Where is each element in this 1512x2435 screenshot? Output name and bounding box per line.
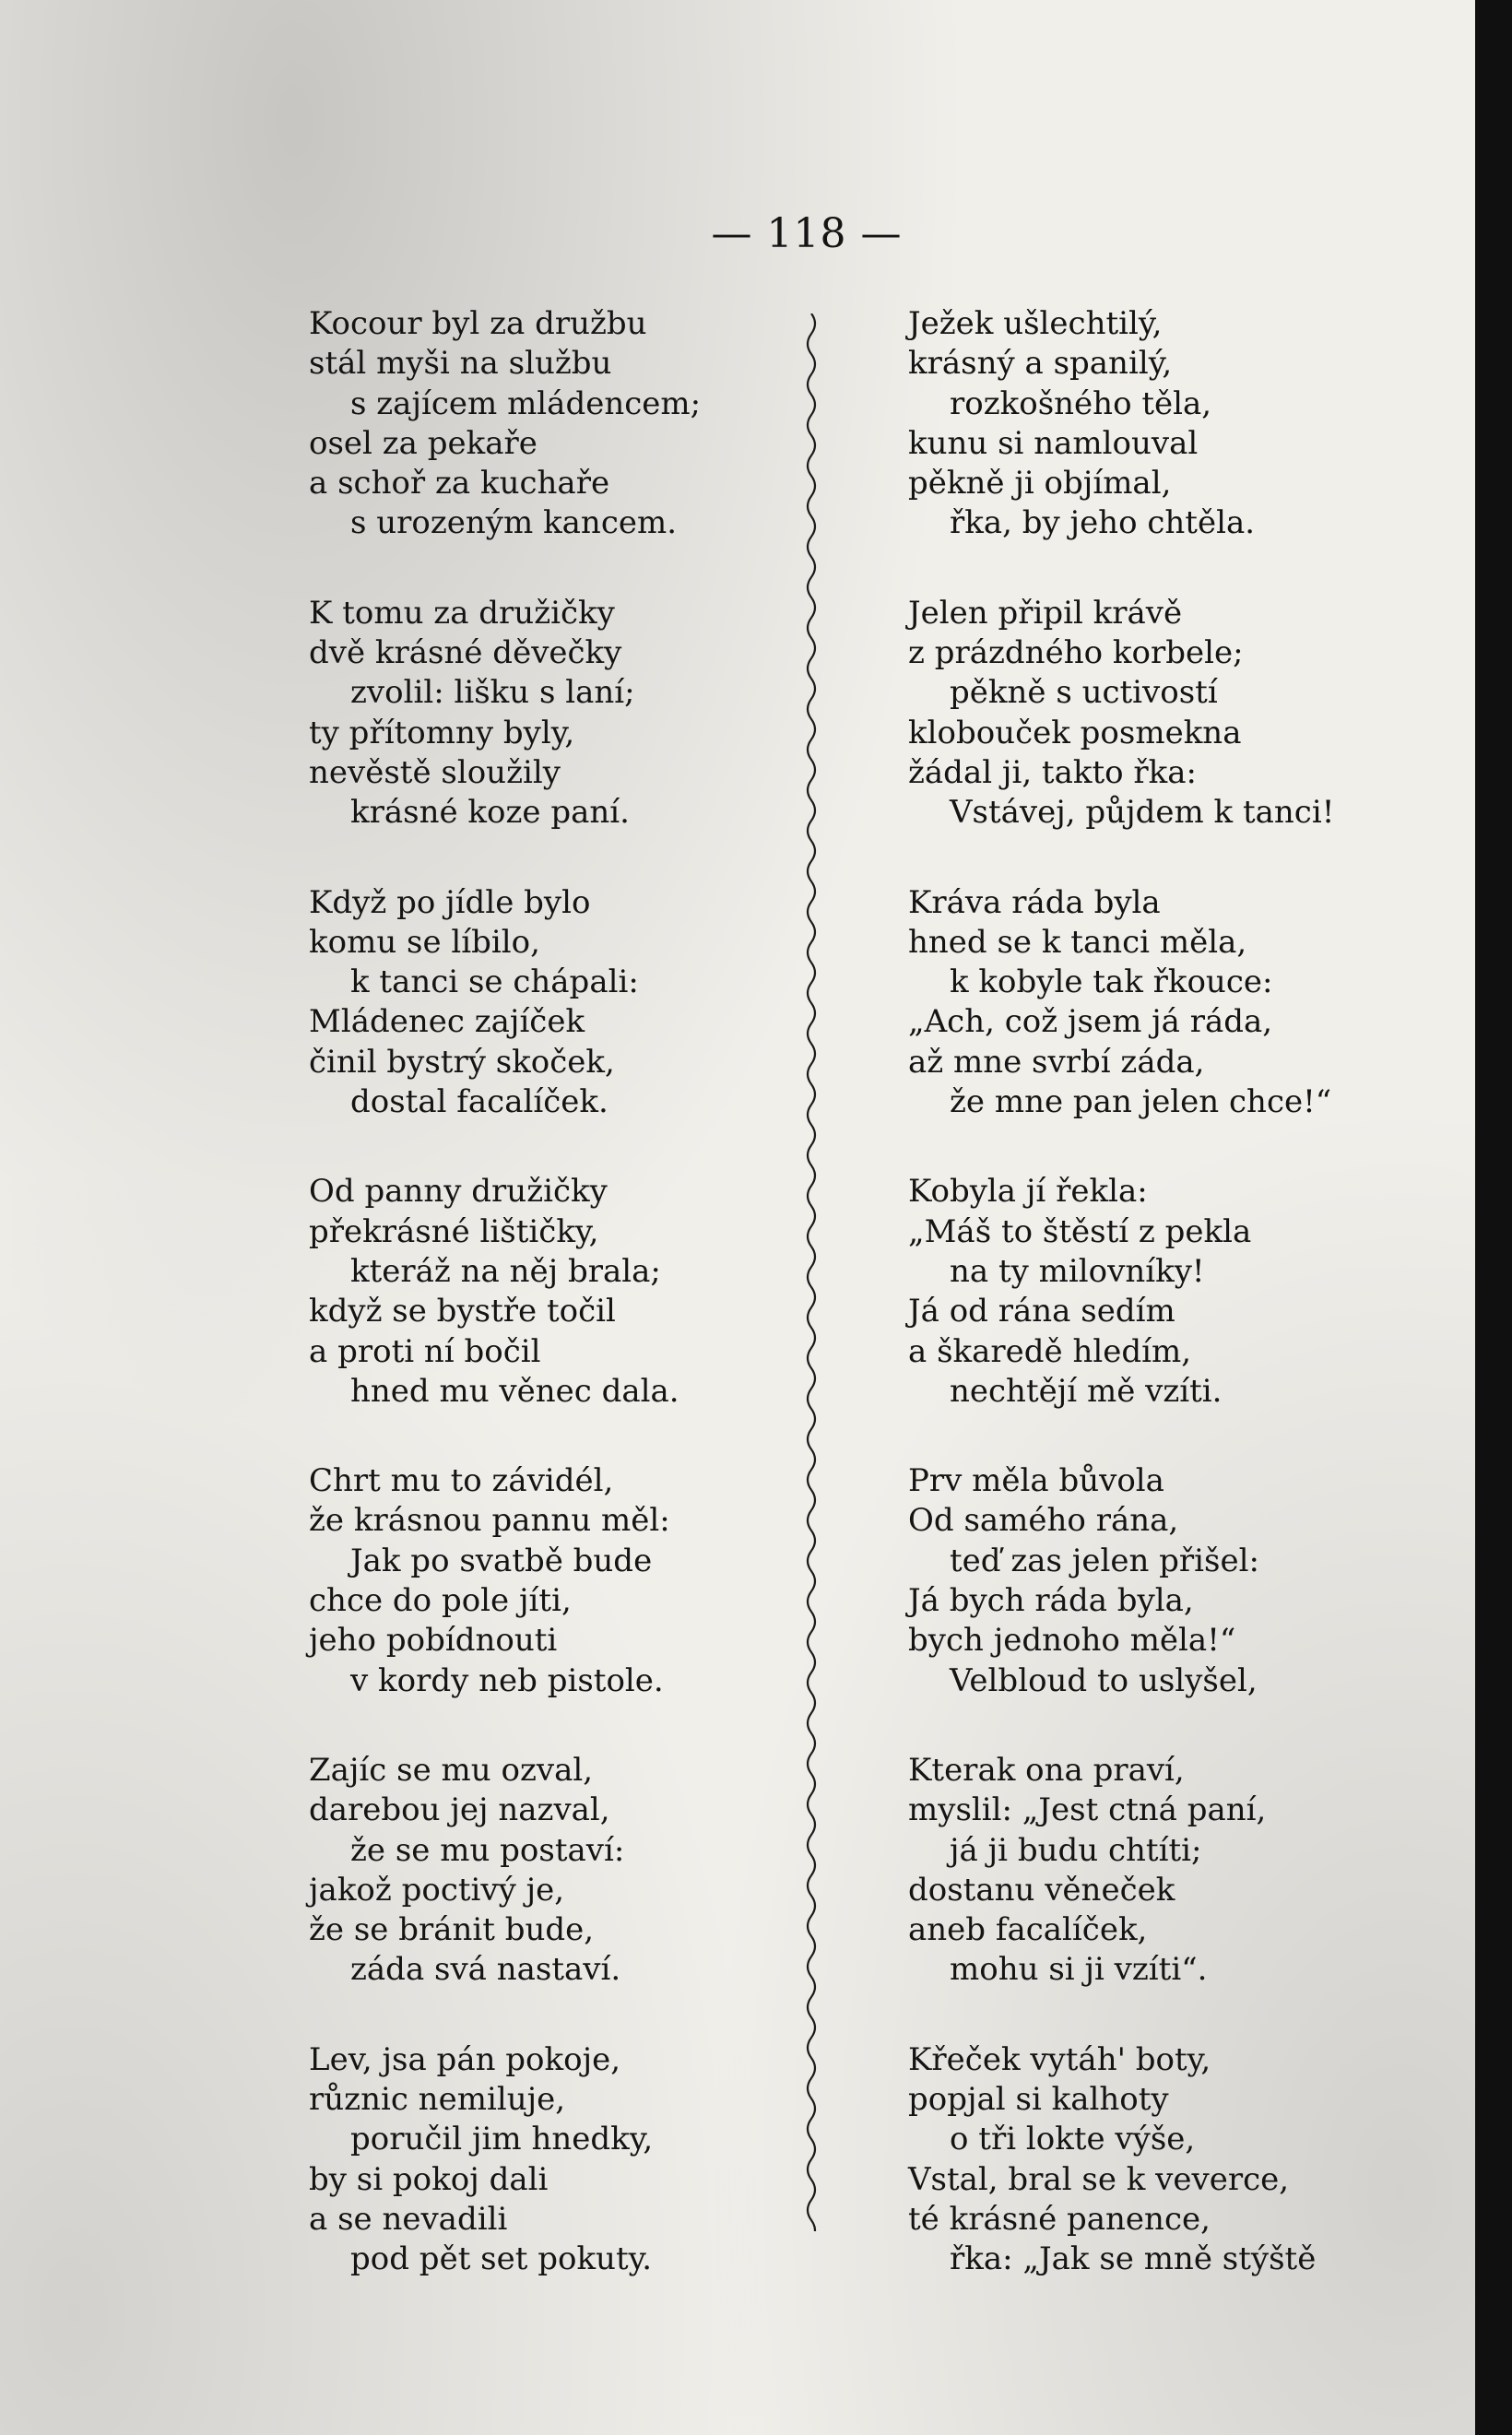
verse-line: pěkně ji objímal, — [908, 465, 1172, 502]
verse-line: v kordy neb pistole. — [350, 1661, 664, 1699]
stanza — [309, 304, 825, 544]
verse-line: osel za pekaře — [309, 424, 537, 462]
verse-line: chce do pole jíti, — [309, 1582, 572, 1620]
verse-line: Od samého rána, — [908, 1502, 1179, 1540]
verse-line: K tomu za družičky — [309, 594, 615, 632]
verse-line: že se bránit bude, — [309, 1911, 595, 1949]
verse-line: Prv měla bůvola — [908, 1462, 1164, 1500]
verse-line: Já bych ráda byla, — [908, 1582, 1194, 1620]
verse-line: činil bystrý skoček, — [309, 1043, 615, 1081]
verse-line: krásný a spanilý, — [908, 345, 1173, 383]
wavy-column-divider — [802, 313, 821, 2231]
verse-line: Velbloud to uslyšel, — [950, 1661, 1258, 1699]
verse-line: Kobyla jí řekla: — [908, 1173, 1148, 1211]
verse-line: komu se líbilo, — [309, 923, 540, 961]
verse-line: ty přítomny byly, — [309, 714, 575, 751]
verse-line: nevěstě sloužily — [309, 753, 561, 791]
stanza — [309, 1172, 825, 1412]
verse-line: bych jednoho měla!“ — [908, 1622, 1236, 1660]
stanza — [908, 1172, 1424, 1412]
verse-line: já ji budu chtíti; — [950, 1831, 1202, 1869]
verse-line: na ty milovníky! — [950, 1252, 1205, 1290]
verse-line: a schoř za kuchaře — [309, 465, 610, 502]
verse-line: dvě krásné děvečky — [309, 634, 622, 672]
verse-line: mohu si ji vzíti“. — [950, 1951, 1208, 1989]
verse-line: pod pět set pokuty. — [350, 2240, 653, 2278]
verse-line: té krásné panence, — [908, 2200, 1211, 2238]
verse-line: myslil: „Jest ctná paní, — [908, 1791, 1267, 1829]
verse-line: z prázdného korbele; — [908, 634, 1244, 672]
verse-line: o tři lokte výše, — [950, 2121, 1196, 2158]
verse-line: překrásné lištičky, — [309, 1212, 599, 1250]
verse-line: aneb facalíček, — [908, 1911, 1148, 1949]
verse-line: řka: „Jak se mně stýště — [950, 2240, 1317, 2278]
verse-line: teď zas jelen přišel: — [950, 1542, 1259, 1579]
verse-line: Lev, jsa pán pokoje, — [309, 2040, 621, 2078]
verse-line: a proti ní bočil — [309, 1332, 541, 1370]
verse-line: Mládenec zajíček — [309, 1003, 585, 1041]
verse-line: Chrt mu to závidél, — [309, 1462, 614, 1500]
verse-line: dostanu věneček — [908, 1871, 1175, 1909]
verse-line: Ježek ušlechtilý, — [908, 305, 1163, 342]
verse-line: řka, by jeho chtěla. — [950, 504, 1256, 542]
verse-line: nechtějí mě vzíti. — [950, 1372, 1223, 1410]
verse-line: s urozeným kancem. — [350, 504, 678, 542]
verse-line: Kráva ráda byla — [908, 883, 1161, 921]
verse-line: darebou jej nazval, — [309, 1791, 610, 1829]
verse-line: Křeček vytáh' boty, — [908, 2040, 1211, 2078]
verse-line: k tanci se chápali: — [350, 963, 639, 1001]
stanza — [908, 594, 1424, 833]
verse-line: kteráž na něj brala; — [350, 1252, 661, 1290]
verse-line: až mne svrbí záda, — [908, 1043, 1205, 1081]
verse-line: „Ach, což jsem já ráda, — [908, 1003, 1273, 1041]
verse-line: stál myši na službu — [309, 345, 612, 383]
verse-line: pěkně s uctivostí — [950, 674, 1218, 712]
verse-line: jeho pobídnouti — [309, 1622, 558, 1660]
verse-line: dostal facalíček. — [350, 1083, 608, 1121]
verse-line: klobouček posmekna — [908, 714, 1242, 751]
stanza — [908, 2040, 1424, 2280]
stanza — [309, 2040, 825, 2280]
verse-line: Já od rána sedím — [908, 1293, 1175, 1330]
verse-line: a škaredě hledím, — [908, 1332, 1192, 1370]
verse-line: „Máš to štěstí z pekla — [908, 1212, 1252, 1250]
stanza — [309, 594, 825, 833]
verse-line: Jak po svatbě bude — [350, 1542, 653, 1579]
stanza — [309, 883, 825, 1123]
verse-line: kunu si namlouval — [908, 424, 1199, 462]
verse-line: k kobyle tak řkouce: — [950, 963, 1273, 1001]
verse-line: Zajíc se mu ozval, — [309, 1751, 594, 1789]
verse-line: rozkošného těla, — [950, 384, 1212, 422]
verse-line: Vstávej, půjdem k tanci! — [950, 794, 1335, 832]
verse-line: různic nemiluje, — [309, 2080, 566, 2118]
verse-line: krásné koze paní. — [350, 794, 630, 832]
verse-line: s zajícem mládencem; — [350, 384, 702, 422]
stanza — [908, 1751, 1424, 1991]
verse-line: záda svá nastaví. — [350, 1951, 621, 1989]
stanza — [908, 304, 1424, 544]
verse-line: Vstal, bral se k veverce, — [908, 2160, 1290, 2198]
right-poem-column — [908, 304, 1424, 2329]
left-poem-column — [309, 304, 825, 2329]
verse-line: hned se k tanci měla, — [908, 923, 1247, 961]
verse-line: Kocour byl za družbu — [309, 305, 647, 342]
stanza — [309, 1751, 825, 1991]
verse-line: že mne pan jelen chce!“ — [950, 1083, 1332, 1121]
page-number: — 118 — — [711, 210, 903, 257]
verse-line: že krásnou pannu měl: — [309, 1502, 670, 1540]
verse-line: žádal ji, takto řka: — [908, 753, 1197, 791]
verse-line: zvolil: lišku s laní; — [350, 674, 635, 712]
stanza — [908, 1461, 1424, 1701]
verse-line: že se mu postaví: — [350, 1831, 625, 1869]
scan-dark-edge — [1475, 0, 1512, 2435]
verse-line: když se bystře točil — [309, 1293, 616, 1330]
verse-line: poručil jim hnedky, — [350, 2121, 654, 2158]
verse-line: jakož poctivý je, — [309, 1871, 565, 1909]
stanza — [309, 1461, 825, 1701]
verse-line: by si pokoj dali — [309, 2160, 549, 2198]
verse-line: a se nevadili — [309, 2200, 508, 2238]
verse-line: Když po jídle bylo — [309, 883, 591, 921]
verse-line: Jelen připil krávě — [908, 594, 1183, 632]
stanza — [908, 883, 1424, 1123]
verse-line: Od panny družičky — [309, 1173, 608, 1211]
verse-line: hned mu věnec dala. — [350, 1372, 679, 1410]
verse-line: Kterak ona praví, — [908, 1751, 1185, 1789]
verse-line: popjal si kalhoty — [908, 2080, 1169, 2118]
